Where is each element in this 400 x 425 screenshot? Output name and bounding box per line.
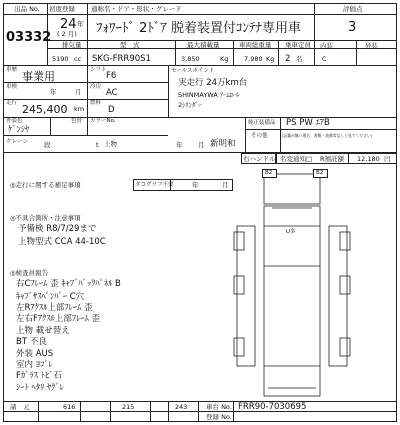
crane-cap-label: 上物 — [104, 140, 117, 148]
tacho-year-unit: 年 — [192, 181, 199, 189]
vehicle-label: 通称名・ドア・形状・グレード — [91, 5, 182, 13]
inspector-line-1: 右Cﾌﾚｰﾑ 歪 ｷｬﾌﾞﾊﾞｯｸﾊﾟﾈﾙ B — [16, 279, 121, 289]
first-reg-month: ( 2 月) — [57, 30, 77, 38]
capacity-unit: 名 — [296, 55, 303, 63]
sales-points-label: セールスポイント — [171, 68, 215, 74]
crane-step-label: 段 — [44, 141, 51, 149]
recycle-label: R預託額 — [320, 155, 345, 163]
equipment-value: PS PW ｴｱB — [286, 118, 330, 128]
inspector-line-3: 左Rｱｸｽﾙ上部ﾌﾚｰﾑ 歪 — [16, 303, 93, 313]
sales-point-1: 実走行 24万km台 — [178, 78, 248, 88]
truck-damage-diagram — [232, 166, 387, 400]
equipment-others-label: その他 — [251, 133, 268, 139]
diagram-right-side — [329, 226, 347, 366]
inspector-line-6: BT 不良 — [16, 337, 47, 347]
lot-number: 03332 — [6, 30, 52, 45]
exterior-grade: C — [322, 55, 327, 63]
exterior-color-value: ｹﾞﾝｼﾔ — [8, 125, 30, 135]
tacho-label: タコグラフ不要 — [135, 182, 174, 188]
tacho-month-unit: 月 — [222, 181, 229, 189]
diagram-mark-b2-right-text: B2 — [316, 170, 324, 176]
score-value: 3 — [348, 20, 357, 35]
displacement-value: 5190 — [52, 55, 69, 63]
capacity-label: 乗車定員 — [285, 41, 311, 49]
model-value: SKG-FRR90S1 — [92, 54, 151, 64]
chassis-label: 車台 No. — [206, 403, 232, 411]
crane-month-unit: 月 — [198, 141, 205, 149]
crane-ton-label: t — [96, 141, 99, 149]
inspector-line-10: ｼｰﾄ ﾍﾀﾘ ﾔｸﾞﾚ — [16, 383, 64, 393]
mileage-label: 走行 — [6, 100, 18, 106]
registry-label: 名変通知 — [280, 155, 306, 163]
gross-weight-value: 7,980 — [244, 55, 263, 63]
score-label: 評価点 — [343, 5, 363, 13]
inspector-line-8: 室内 ﾖｺﾞﾚ — [16, 360, 53, 370]
color-change-label: 色替 — [71, 118, 83, 124]
lot-label: 出品 No. — [14, 5, 40, 13]
first-reg-year-unit: 年 — [77, 20, 84, 28]
sales-point-2: SHINMAYWA ｱｰﾑﾛｰﾙ — [178, 91, 240, 99]
equipment-label: 純正装備品 — [248, 120, 276, 126]
repairs-label: ◎走行に関する補足事項 — [10, 181, 81, 189]
inspection-label: 車検 — [6, 84, 18, 90]
dims-value-1: 616 — [63, 403, 76, 411]
gross-weight-label: 車両総重量 — [239, 41, 272, 49]
inspector-title: ◎検査員報告 — [10, 269, 49, 277]
mileage-unit: km — [74, 105, 85, 113]
max-load-label: 最大積載量 — [187, 41, 220, 49]
gross-weight-unit: Kg — [266, 55, 275, 63]
spec-dims-label: 諸 元 — [10, 403, 30, 411]
crane-year-unit: 年 — [176, 141, 183, 149]
inspector-line-9: Fｶﾞﾗｽ ﾄﾋﾞ石 — [16, 371, 62, 381]
fuel-value: D — [108, 105, 115, 115]
equipment-others-note: (記載が無い場合、書類・装備等なしと見てください) — [282, 133, 373, 138]
vehicle-name: ﾌｫﾜｰﾄﾞ 2ﾄﾞｱ 脱着装置付ｺﾝﾃﾅ専用車 — [96, 21, 302, 36]
max-load-unit: Kg — [220, 55, 229, 63]
max-load-value: 3,850 — [181, 55, 200, 63]
dims-value-3: 243 — [175, 403, 188, 411]
use-value: 事業用 — [22, 70, 55, 83]
use-label: 車歴 — [6, 67, 18, 73]
inspector-line-7: 外装 AUS — [16, 349, 54, 359]
diagram-mark-u: U多 — [286, 229, 296, 235]
chassis-number: FRR90-7030695 — [238, 402, 307, 412]
crane-maker: 新明和 — [210, 139, 236, 149]
registration-label: 登録 No. — [206, 413, 232, 421]
sales-point-3: 2ｼﾘﾝﾀﾞｰ — [178, 101, 202, 109]
defects-line-2: 上物型式 CCA 44-10C — [18, 237, 106, 247]
displacement-unit: cc — [74, 55, 82, 63]
interior-label: 内装 — [320, 42, 333, 50]
color-no-label: カラーNo. — [90, 118, 116, 124]
exterior-color-label: 外装色 — [6, 118, 23, 124]
shift-value: F6 — [106, 71, 117, 81]
recycle-unit: 円 — [384, 155, 391, 163]
model-label: 型 式 — [120, 41, 140, 49]
exterior-label: 外装 — [365, 42, 378, 50]
diagram-mark-b2-left-text: B2 — [265, 170, 273, 176]
mileage-value: 245,400 — [22, 103, 68, 116]
ac-label: 冷房 — [90, 84, 102, 90]
inspection-year: 年 — [50, 88, 57, 96]
diagram-left-side — [237, 226, 255, 366]
crane-label: クレーン — [6, 139, 28, 145]
inspector-line-5: 上物 載せ替え — [16, 326, 70, 336]
defects-line-1: 予備検 R8/7/29まで — [18, 224, 97, 234]
shift-label: シフト — [90, 67, 107, 73]
dims-value-2: 215 — [122, 403, 135, 411]
diagram-cab-top — [264, 174, 320, 204]
ac-value: AC — [106, 88, 118, 98]
inspector-line-4: 左右Fｱｸｽﾙ上部ﾌﾚｰﾑ 歪 — [16, 314, 101, 324]
recycle-value: 12,180 — [357, 155, 380, 163]
capacity-value: 2 — [285, 54, 291, 64]
fuel-label: 燃料 — [90, 100, 102, 106]
inspector-line-2: ｷｬﾌﾞｻｽﾍﾟﾝﾊﾞｰ C穴 — [16, 292, 85, 302]
inspection-month: 月 — [75, 88, 82, 96]
first-reg-year: 24 — [60, 17, 77, 32]
defects-title: ◎不具合箇所・注意事項 — [10, 214, 81, 222]
handle-value: 右ハンドル — [243, 155, 276, 163]
displacement-label: 排気量 — [62, 41, 82, 49]
registry-mark: □ — [306, 155, 313, 163]
first-reg-label: 初度登録 — [49, 5, 75, 13]
